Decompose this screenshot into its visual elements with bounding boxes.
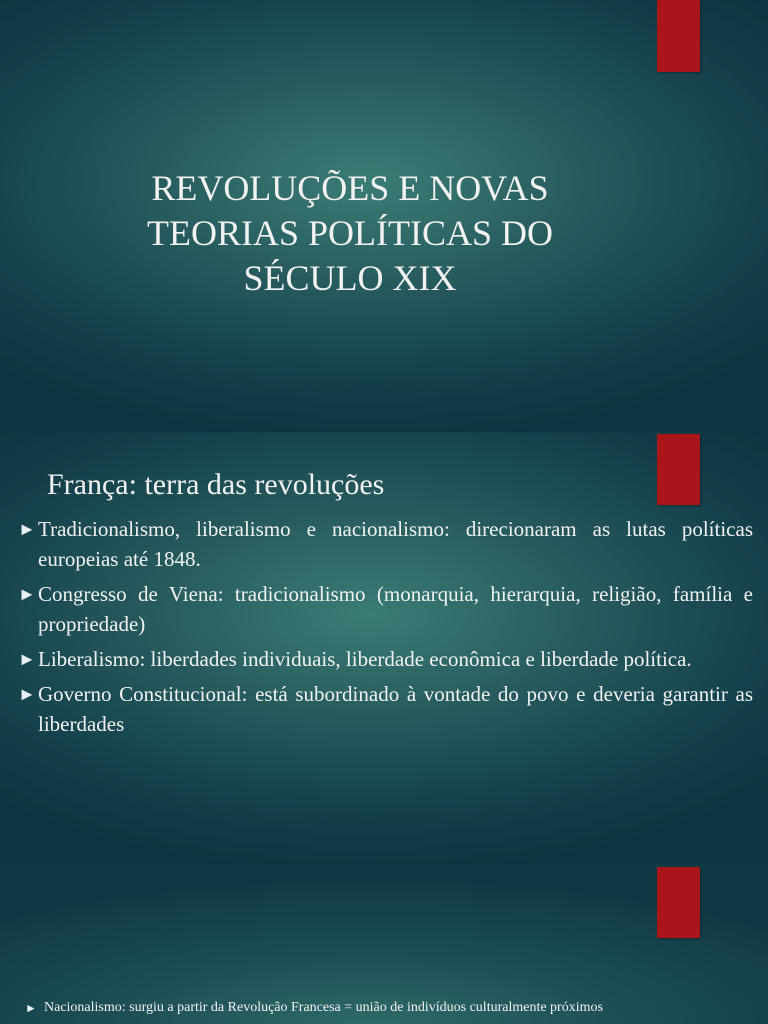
list-item bbox=[18, 644, 753, 674]
triangle-right-icon: ► bbox=[18, 684, 36, 704]
slide-nacionalismo bbox=[0, 864, 768, 1024]
bullet-text: Nacionalismo: surgiu a partir da Revolução Francesa = união de indivíduos culturalmente próximos bbox=[44, 1000, 603, 1015]
bullet-text: Tradicionalismo, liberalismo e nacionalismo: direcionaram as lutas políticas europeias até 1848. bbox=[38, 517, 753, 571]
triangle-right-icon: ► bbox=[18, 584, 36, 604]
accent-bar bbox=[657, 0, 700, 72]
list-item bbox=[18, 514, 753, 574]
list-item bbox=[18, 679, 753, 739]
triangle-right-icon: ► bbox=[25, 1001, 37, 1015]
slide-heading: França: terra das revoluções bbox=[47, 468, 385, 501]
triangle-right-icon: ► bbox=[18, 519, 36, 539]
slide-title-text: REVOLUÇÕES E NOVAS TEORIAS POLÍTICAS DO SÉCULO XIX bbox=[146, 168, 553, 298]
accent-bar bbox=[657, 434, 700, 505]
bullet-text: Congresso de Viena: tradicionalismo (monarquia, hierarquia, religião, família e propriedade) bbox=[38, 582, 753, 636]
bullet-text: Governo Constitucional: está subordinado à vontade do povo e deveria garantir as liberdades bbox=[38, 682, 753, 736]
slide-franca bbox=[0, 432, 768, 864]
triangle-right-icon: ► bbox=[18, 649, 36, 669]
accent-bar bbox=[657, 867, 700, 938]
list-item bbox=[18, 579, 753, 639]
bullet-text: Liberalismo: liberdades individuais, liberdade econômica e liberdade política. bbox=[38, 647, 692, 671]
slide-title bbox=[0, 0, 768, 432]
bullet-list bbox=[18, 514, 753, 744]
list-item bbox=[25, 998, 744, 1018]
